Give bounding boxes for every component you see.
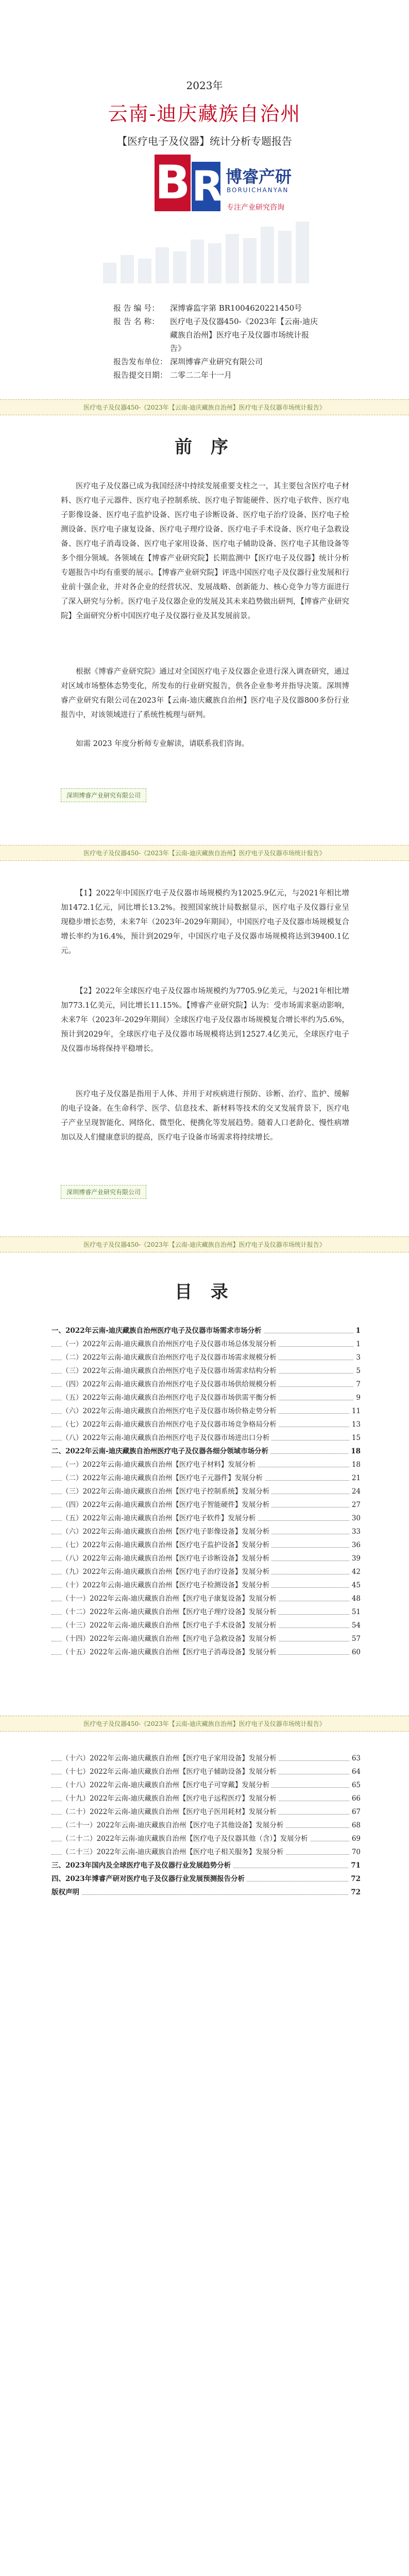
- toc-entry-text: （十六）2022年云南-迪庆藏族自治州【医疗电子家用设备】发展分析: [62, 1754, 279, 1762]
- toc-page-number: 1: [354, 1324, 361, 1337]
- toc-page-number: 48: [350, 1592, 361, 1605]
- preface-title: 前 序: [175, 437, 234, 457]
- toc-page-number: 66: [350, 1792, 361, 1805]
- toc-page-number: 7: [354, 1378, 361, 1391]
- toc-page-number: 67: [350, 1805, 361, 1819]
- toc-entry[interactable]: [52, 1579, 361, 1592]
- toc-entry-text: （十）2022年云南-迪庆藏族自治州【医疗电子检测设备】发展分析: [62, 1581, 271, 1589]
- toc-page-number: 63: [350, 1752, 361, 1765]
- toc-entry-text: （二十二）2022年云南-迪庆藏族自治州【医疗电子及仪器其他（含）】发展分析: [62, 1835, 310, 1843]
- toc-entry[interactable]: [52, 1632, 361, 1646]
- toc-entry-text: （三）2022年云南-迪庆藏族自治州医疗电子及仪器市场需求结构分析: [62, 1367, 279, 1375]
- toc-entry[interactable]: [52, 1538, 361, 1552]
- toc-entry-text: （五）2022年云南-迪庆藏族自治州【医疗电子软件】发展分析: [62, 1514, 258, 1522]
- toc-page-number: 71: [349, 1859, 361, 1872]
- toc-entry-text: （一）2022年云南-迪庆藏族自治州医疗电子及仪器市场总体发展分析: [62, 1340, 279, 1348]
- toc-entry[interactable]: [52, 1778, 361, 1792]
- toc-page-number: 11: [350, 1404, 361, 1418]
- toc-entry[interactable]: [52, 1592, 361, 1605]
- toc-entry-text: 三、2023年国内及全球医疗电子及仪器行业发展趋势分析: [52, 1861, 233, 1870]
- company-tag: 深圳博睿产业研究有限公司: [61, 1185, 146, 1199]
- table-of-contents: [52, 1324, 361, 1659]
- toc-entry[interactable]: [52, 1351, 361, 1364]
- page-banner: 医疗电子及仪器450-《2023年【云南-迪庆藏族自治州】医疗电子及仪器市场统计报告》: [0, 1716, 409, 1732]
- company-tag: 深圳博睿产业研究有限公司: [61, 788, 146, 802]
- report-subtitle: 【医疗电子及仪器】统计分析专题报告: [117, 135, 292, 147]
- toc-page-number: 42: [350, 1565, 361, 1579]
- toc-entry-text: （十九）2022年云南-迪庆藏族自治州【医疗电子远程医疗】发展分析: [62, 1794, 279, 1803]
- toc-entry-text: （三）2022年云南-迪庆藏族自治州【医疗电子控制系统】发展分析: [62, 1487, 271, 1496]
- toc-entry-text: （四）2022年云南-迪庆藏族自治州【医疗电子智能硬件】发展分析: [62, 1501, 271, 1509]
- toc-entry-text: （四）2022年云南-迪庆藏族自治州医疗电子及仪器市场供给规模分析: [62, 1380, 279, 1388]
- toc-entry[interactable]: [52, 1619, 361, 1632]
- meta-row: 报告发布单位： 深圳博睿产业研究有限公司: [113, 357, 263, 366]
- toc-page-number: 9: [354, 1391, 361, 1404]
- toc-entry[interactable]: [52, 1498, 361, 1512]
- toc-entry-text: 四、2023年博睿产研对医疗电子及仪器行业发展预测报告分析: [52, 1875, 247, 1883]
- logo-english-name: BORUICHANYAN: [227, 187, 289, 194]
- toc-entry-text: （十一）2022年云南-迪庆藏族自治州【医疗电子康复设备】发展分析: [62, 1595, 279, 1603]
- toc-page-number: 51: [350, 1605, 361, 1619]
- toc-entry-text: （二十一）2022年云南-迪庆藏族自治州【医疗电子其他设备】发展分析: [62, 1821, 285, 1829]
- toc-entry-text: （七）2022年云南-迪庆藏族自治州医疗电子及仪器市场竞争格局分析: [62, 1420, 279, 1429]
- logo-letter-r: R: [192, 162, 224, 210]
- toc-entry-text: 版权声明: [52, 1888, 81, 1896]
- preface-paragraph: 如需 2023 年度分析师专业解读，请联系我们咨询。: [76, 740, 249, 748]
- preface-paragraph: 医疗电子及仪器已成为我国经济中持续发展重要支柱之一，其主要包含医疗电子材料、医疗电子元器件、医疗电子控制系统、医疗电子智能硬件、医疗电子软件、医疗电子影像设备、医疗电子监护设备、医疗电子诊断设备、医疗电子治疗设备、医疗电子检测设备、医疗电子康复设备、医疗电子理疗设备、医疗电子手术设备、医疗电子急救设备、医疗电子消毒设备、医疗电子家用设备、医疗电子辅助设备、医疗电子其他设备等多个细分领域。各领域在【博睿产业研究院】长期监测中【医疗电子及仪器】统计分析专题报告中均有重要的展示。【博睿产业研究院】评选中国医疗电子及仪器行业发展和行业前十强企业，并对各企业的经营状况、发展战略、创新能力、核心竞争力等方面进行了深入研究与分析。医疗电子及仪器企业的发展及其未来趋势做出研判，【博睿产业研究院】全面研究分析中国医疗电子及仪器行业及其发展前景。: [61, 482, 349, 620]
- toc-entry[interactable]: [52, 1404, 361, 1418]
- toc-page-number: 18: [349, 1445, 361, 1458]
- toc-page-number: 70: [350, 1845, 361, 1859]
- toc-entry-text: （一）2022年云南-迪庆藏族自治州【医疗电子材料】发展分析: [62, 1461, 258, 1469]
- toc-page-number: 45: [350, 1579, 361, 1592]
- toc-entry[interactable]: [52, 1512, 361, 1525]
- page-banner: 医疗电子及仪器450-《2023年【云南-迪庆藏族自治州】医疗电子及仪器市场统计报告》: [0, 845, 409, 861]
- toc-entry[interactable]: [52, 1646, 361, 1659]
- toc-entry[interactable]: [52, 1752, 361, 1765]
- logo-letter-b: B: [155, 155, 191, 211]
- toc-entry[interactable]: [52, 1886, 361, 1899]
- toc-page-number: 1: [354, 1337, 361, 1351]
- meta-row: 报告提交日期： 二零二二年十一月: [113, 370, 232, 380]
- toc-entry[interactable]: [52, 1859, 361, 1872]
- toc-entry-text: （六）2022年云南-迪庆藏族自治州医疗电子及仪器市场价格走势分析: [62, 1407, 279, 1415]
- toc-entry-text: （五）2022年云南-迪庆藏族自治州医疗电子及仪器市场供需平衡分析: [62, 1394, 279, 1402]
- toc-page-number: 60: [350, 1646, 361, 1659]
- toc-entry[interactable]: [52, 1605, 361, 1619]
- toc-entry-text: （十三）2022年云南-迪庆藏族自治州【医疗电子手术设备】发展分析: [62, 1621, 279, 1630]
- toc-entry-text: （二十三）2022年云南-迪庆藏族自治州【医疗电子相关服务】发展分析: [62, 1848, 285, 1856]
- toc-page-number: 54: [350, 1619, 361, 1632]
- report-year: 2023年: [186, 79, 223, 92]
- toc-page-number: 72: [349, 1886, 361, 1899]
- toc-page-number: 65: [350, 1778, 361, 1792]
- toc-entry-text: 一、2022年云南-迪庆藏族自治州医疗电子及仪器市场需求市场分析: [52, 1327, 264, 1335]
- toc-page-number: 5: [354, 1364, 361, 1378]
- toc-entry-text: 二、2022年云南-迪庆藏族自治州医疗电子及仪器各细分领域市场分析: [52, 1447, 270, 1455]
- toc-page-number: 64: [350, 1765, 361, 1778]
- toc-page-number: 13: [350, 1418, 361, 1431]
- summary-paragraph: 【2】2022年全球医疗电子及仪器市场规模约为7705.9亿美元，与2021年相比增加773.1亿美元，同比增长11.15%。【博睿产业研究院】认为：受市场需求驱动影响，未来7年（2023年-2029年期间）全球医疗电子及仪器市场规模复合增长率约为5.6%，预计到2029年，全球医疗电子及仪器市场规模将达到12527.4亿美元，全球医疗电子及仪器市场将保持平稳增长。: [61, 987, 349, 1053]
- toc-entry[interactable]: [52, 1765, 361, 1778]
- toc-entry-text: （七）2022年云南-迪庆藏族自治州【医疗电子监护设备】发展分析: [62, 1541, 271, 1549]
- page-banner: 医疗电子及仪器450-《2023年【云南-迪庆藏族自治州】医疗电子及仪器市场统计报告》: [0, 399, 409, 415]
- meta-row: 报 告 编 号： 深博睿监字第 BR1004620221450号: [113, 303, 302, 313]
- toc-entry-text: （十五）2022年云南-迪庆藏族自治州【医疗电子消毒设备】发展分析: [62, 1648, 279, 1656]
- table-of-contents-continued: [52, 1752, 361, 1899]
- logo-slogan: 专注产业研究咨询: [227, 204, 284, 212]
- logo-chinese-name: 博睿产研: [226, 167, 292, 187]
- toc-entry[interactable]: [52, 1324, 361, 1337]
- report-meta: [113, 301, 319, 382]
- toc-entry[interactable]: [52, 1525, 361, 1538]
- toc-entry-text: （八）2022年云南-迪庆藏族自治州【医疗电子诊断设备】发展分析: [62, 1554, 271, 1563]
- toc-page-number: 33: [350, 1525, 361, 1538]
- toc-entry-text: （二）2022年云南-迪庆藏族自治州【医疗电子元器件】发展分析: [62, 1474, 265, 1482]
- toc-entry-text: （十八）2022年云南-迪庆藏族自治州【医疗电子可穿戴】发展分析: [62, 1781, 271, 1789]
- decorative-bar-chart: [103, 216, 319, 283]
- toc-entry[interactable]: [52, 1458, 361, 1471]
- toc-entry[interactable]: [52, 1485, 361, 1498]
- toc-entry-text: （十二）2022年云南-迪庆藏族自治州【医疗电子理疗设备】发展分析: [62, 1608, 279, 1616]
- toc-entry-text: （二）2022年云南-迪庆藏族自治州医疗电子及仪器市场需求规模分析: [62, 1353, 279, 1362]
- toc-title: 目 录: [175, 1282, 234, 1302]
- toc-page-number: 39: [350, 1552, 361, 1565]
- toc-page-number: 24: [350, 1485, 361, 1498]
- toc-entry-text: （六）2022年云南-迪庆藏族自治州【医疗电子影像设备】发展分析: [62, 1528, 271, 1536]
- toc-page-number: 57: [350, 1632, 361, 1646]
- toc-page-number: 3: [354, 1351, 361, 1364]
- toc-entry[interactable]: [52, 1872, 361, 1886]
- toc-page-number: 21: [350, 1471, 361, 1485]
- toc-entry[interactable]: [52, 1378, 361, 1391]
- meta-row: 报 告 名 称： 医疗电子及仪器450-《2023年【云南-迪庆藏族自治州】医疗电子及仪器市场统计报告》: [113, 317, 318, 353]
- toc-entry[interactable]: [52, 1832, 361, 1845]
- preface-paragraph: 根据《博睿产业研究院》通过对全国医疗电子及仪器企业进行深入调查研究，通过对区域市场整体态势变化，所发布的行业研究报告，供各企业参考并指导决策。深圳博睿产业研究有限公司在2023年【云南-迪庆藏族自治州】医疗电子及仪器800多份行业报告中，对该领域进行了系统性梳理与研判。: [61, 668, 349, 719]
- toc-entry[interactable]: [52, 1819, 361, 1832]
- page-banner: 医疗电子及仪器450-《2023年【云南-迪庆藏族自治州】医疗电子及仪器市场统计报告》: [0, 1236, 409, 1252]
- toc-page-number: 36: [350, 1538, 361, 1552]
- toc-page-number: 69: [350, 1832, 361, 1845]
- toc-entry[interactable]: [52, 1792, 361, 1805]
- toc-entry[interactable]: [52, 1845, 361, 1859]
- toc-entry[interactable]: [52, 1471, 361, 1485]
- toc-page-number: 15: [350, 1431, 361, 1445]
- toc-entry[interactable]: [52, 1565, 361, 1579]
- toc-entry[interactable]: [52, 1445, 361, 1458]
- toc-entry-text: （八）2022年云南-迪庆藏族自治州医疗电子及仪器市场进出口分析: [62, 1434, 271, 1442]
- toc-entry-text: （二十）2022年云南-迪庆藏族自治州【医疗电子医用耗材】发展分析: [62, 1808, 279, 1816]
- toc-page-number: 72: [349, 1872, 361, 1886]
- brand-logo: [155, 155, 309, 216]
- toc-entry-text: （十四）2022年云南-迪庆藏族自治州【医疗电子急救设备】发展分析: [62, 1635, 279, 1643]
- report-title: 云南-迪庆藏族自治州: [108, 103, 301, 125]
- toc-page-number: 18: [350, 1458, 361, 1471]
- toc-entry[interactable]: [52, 1418, 361, 1431]
- toc-page-number: 30: [350, 1512, 361, 1525]
- toc-entry[interactable]: [52, 1337, 361, 1351]
- toc-entry[interactable]: [52, 1552, 361, 1565]
- toc-entry-text: （十七）2022年云南-迪庆藏族自治州【医疗电子辅助设备】发展分析: [62, 1768, 279, 1776]
- toc-page-number: 27: [350, 1498, 361, 1512]
- toc-entry[interactable]: [52, 1391, 361, 1404]
- toc-entry-text: （九）2022年云南-迪庆藏族自治州【医疗电子治疗设备】发展分析: [62, 1568, 271, 1576]
- toc-entry[interactable]: [52, 1805, 361, 1819]
- toc-entry[interactable]: [52, 1364, 361, 1378]
- summary-paragraph: 医疗电子及仪器是指用于人体、并用于对疾病进行预防、诊断、治疗、监护、缓解的电子设备。在生命科学、医学、信息技术、新材料等技术的交叉发展背景下，医疗电子产业呈现智能化、网络化、微型化、便携化等发展趋势。随着人口老龄化、慢性病增加以及人们健康意识的提高，医疗电子设备市场需求将持续增长。: [61, 1090, 349, 1142]
- toc-page-number: 68: [350, 1819, 361, 1832]
- summary-paragraph: 【1】2022年中国医疗电子及仪器市场规模约为12025.9亿元，与2021年相比增加1472.1亿元，同比增长13.2%。按照国家统计局数据显示，医疗电子及仪器行业呈现稳步增长态势，未来7年（2023年-2029年期间），中国医疗电子及仪器市场规模复合增长率约为16.4%，预计到2029年，中国医疗电子及仪器市场规模将达到39400.1亿元。: [61, 889, 349, 955]
- toc-entry[interactable]: [52, 1431, 361, 1445]
- toc-leader: [52, 1894, 361, 1895]
